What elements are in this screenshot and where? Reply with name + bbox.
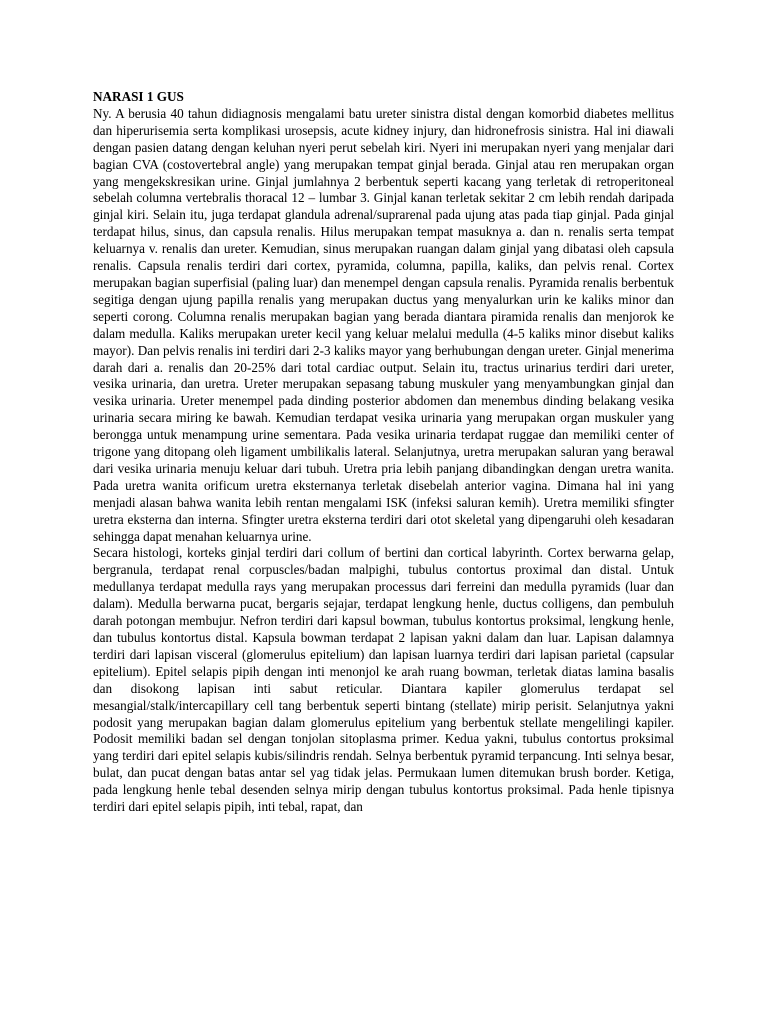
document-page [93, 89, 674, 816]
document-title: NARASI 1 GUS [93, 89, 184, 104]
paragraph-anatomy: Ny. A berusia 40 tahun didiagnosis mengalami batu ureter sinistra distal dengan komorbid diabetes mellitus dan hiperurisemia serta komplikasi urosepsis, acute kidney injury, dan hidronefrosis sinistra. Hal ini diawali dengan pasien datang dengan keluhan nyeri perut sebelah kiri. Nyeri ini merupakan nyeri yang menjalar dari bagian CVA (costovertebral angle) yang merupakan tempat ginjal berada. Ginjal atau ren merupakan organ yang mengekskresikan urine. Ginjal jumlahnya 2 berbentuk seperti kacang yang terletak di retroperitoneal sebelah columna vertebralis thoracal 12 – lumbar 3. Ginjal kanan terletak sekitar 2 cm lebih rendah daripada ginjal kiri. Selain itu, juga terdapat glandula adrenal/suprarenal pada ujung atas pada tiap ginjal. Pada ginjal terdapat hilus, sinus, dan capsula renalis. Hilus merupakan tempat masuknya a. dan n. renalis serta tempat keluarnya v. renalis dan ureter. Kemudian, sinus merupakan ruangan dalam ginjal yang dibatasi oleh capsula renalis. Capsula renalis terdiri dari cortex, pyramida, columna, papilla, kaliks, dan pelvis renal. Cortex merupakan bagian superfisial (paling luar) dan menempel dengan capsula renalis. Pyramida renalis berbentuk segitiga dengan ujung papilla renalis yang merupakan ductus yang menyalurkan urin ke kaliks minor dan seperti corong. Columna renalis merupakan bagian yang berada diantara piramida renalis dan menjorok ke dalam medulla. Kaliks merupakan ureter kecil yang keluar melalui medulla (4-5 kaliks minor disebut kaliks mayor). Dan pelvis renalis ini terdiri dari 2-3 kaliks mayor yang berhubungan dengan ureter. Ginjal menerima darah dari a. renalis dan 20-25% dari total cardiac output. Selain itu, tractus urinarius terdiri dari ureter, vesika urinaria, dan uretra. Ureter merupakan sepasang tabung muskuler yang menyambungkan ginjal dan vesika urinaria. Ureter menempel pada dinding posterior abdomen dan menembus dinding belakang vesika urinaria secara miring ke bawah. Kemudian terdapat vesika urinaria yang merupakan organ muskuler yang berongga untuk menampung urine sementara. Pada vesika urinaria terdapat ruggae dan memiliki center of trigone yang ditopang oleh ligament umbilikalis lateral. Selanjutnya, uretra merupakan saluran yang berawal dari vesika urinaria menuju keluar dari tubuh. Uretra pria lebih panjang dibandingkan dengan uretra wanita. Pada uretra wanita orificum uretra eksternanya terletak disebelah anterior vagina. Dimana hal ini yang menjadi alasan bahwa wanita lebih rentan mengalami ISK (infeksi saluran kemih). Uretra memiliki sfingter uretra eksterna dan interna. Sfingter uretra eksterna terdiri dari otot skeletal yang dipengaruhi oleh kesadaran sehingga dapat menahan keluarnya urine. [93, 105, 674, 544]
paragraph-histology: Secara histologi, korteks ginjal terdiri dari collum of bertini dan cortical labyrinth. Cortex berwarna gelap, bergranula, terdapat renal corpuscles/badan malpighi, tubulus contortus proximal dan distal. Untuk medullanya terdapat medulla rays yang merupakan processus dari ferreini dan medulla pyramids (luar dan dalam). Medulla berwarna pucat, bergaris sejajar, terdapat lengkung henle, ductus colligens, dan pembuluh darah potongan membujur. Nefron terdiri dari kapsul bowman, tubulus kontortus proksimal, lengkung henle, dan tubulus kontortus distal. Kapsula bowman terdapat 2 lapisan yakni dalam dan luar. Lapisan dalamnya terdiri dari lapisan visceral (glomerulus epitelium) dan lapisan luarnya terdiri dari lapisan parietal (capsular epitelium). Epitel selapis pipih dengan inti menonjol ke arah ruang bowman, terletak diatas lamina basalis dan disokong lapisan inti sabut reticular. Diantara kapiler glomerulus terdapat sel mesangial/stalk/intercapillary cell tang berbentuk seperti bintang (stellate) mirip perisit. Selanjutnya yakni podosit yang merupakan bagian dalam glomerulus epitelium yang berbentuk stellate mengelilingi kapiler. Podosit memiliki badan sel dengan tonjolan sitoplasma primer. Kedua yakni, tubulus contortus proksimal yang terdiri dari epitel selapis kubis/silindris rendah. Selnya berbentuk pyramid terpancung. Inti selnya besar, bulat, dan pucat dengan batas antar sel yag tidak jelas. Permukaan lumen ditemukan brush border. Ketiga, pada lengkung henle tebal desenden selnya mirip dengan tubulus kontortus proksimal. Pada henle tipisnya terdiri dari epitel selapis pipih, inti tebal, rapat, dan [93, 545, 674, 815]
